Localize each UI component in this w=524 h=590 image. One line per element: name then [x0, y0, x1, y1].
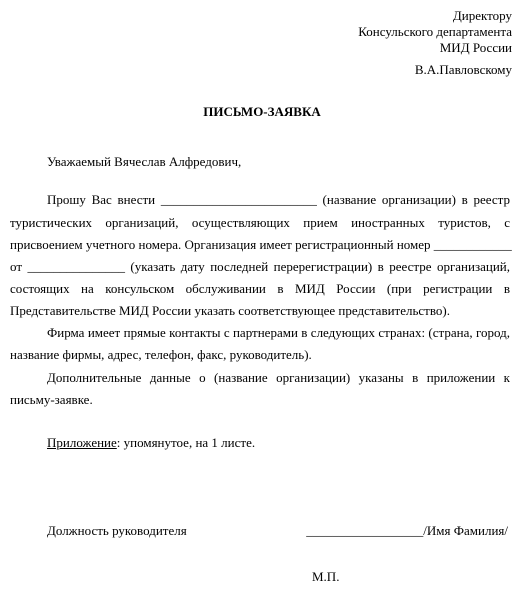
addressee-line-2: Консульского департамента	[358, 24, 512, 39]
signature-line: __________________/Имя Фамилия/	[306, 523, 508, 538]
stamp-place: М.П.	[312, 569, 340, 584]
attachment-text: : упомянутое, на 1 листе.	[116, 435, 256, 450]
greeting: Уважаемый Вячеслав Алфредович,	[47, 154, 242, 169]
body-line: название фирмы, адрес, телефон, факс, руководитель).	[10, 347, 312, 362]
signature-position: Должность руководителя	[47, 523, 187, 538]
addressee-name: В.А.Павловскому	[414, 62, 512, 77]
body-line: Прошу Вас внести ________________________ (название организации) в реестр	[47, 192, 510, 207]
addressee-line-1: Директору	[452, 8, 512, 23]
body-line: состоящих на консульском обслуживании в МИД России (при регистрации в	[10, 281, 510, 296]
body-line: от _______________ (указать дату последней перерегистрации) в реестре организаций,	[10, 259, 510, 274]
body-line: Фирма имеет прямые контакты с партнерами в следующих странах: (страна, город,	[47, 325, 510, 340]
body-line: присвоением учетного номера. Организация имеет регистрационный номер ____________	[10, 237, 512, 252]
document-title: ПИСЬМО-ЗАЯВКА	[203, 104, 321, 119]
attachment-label: Приложение	[47, 435, 117, 450]
body-line: Дополнительные данные о (название организации) указаны в приложении к	[47, 370, 510, 385]
body-line: Представительстве МИД России указать соответствующее представительство).	[10, 303, 450, 318]
attachment-line	[47, 435, 255, 451]
addressee-line-3: МИД России	[439, 40, 512, 55]
body-line: туристических организаций, осуществляющих прием иностранных туристов, с	[10, 215, 510, 230]
body-line: письму-заявке.	[10, 392, 93, 407]
